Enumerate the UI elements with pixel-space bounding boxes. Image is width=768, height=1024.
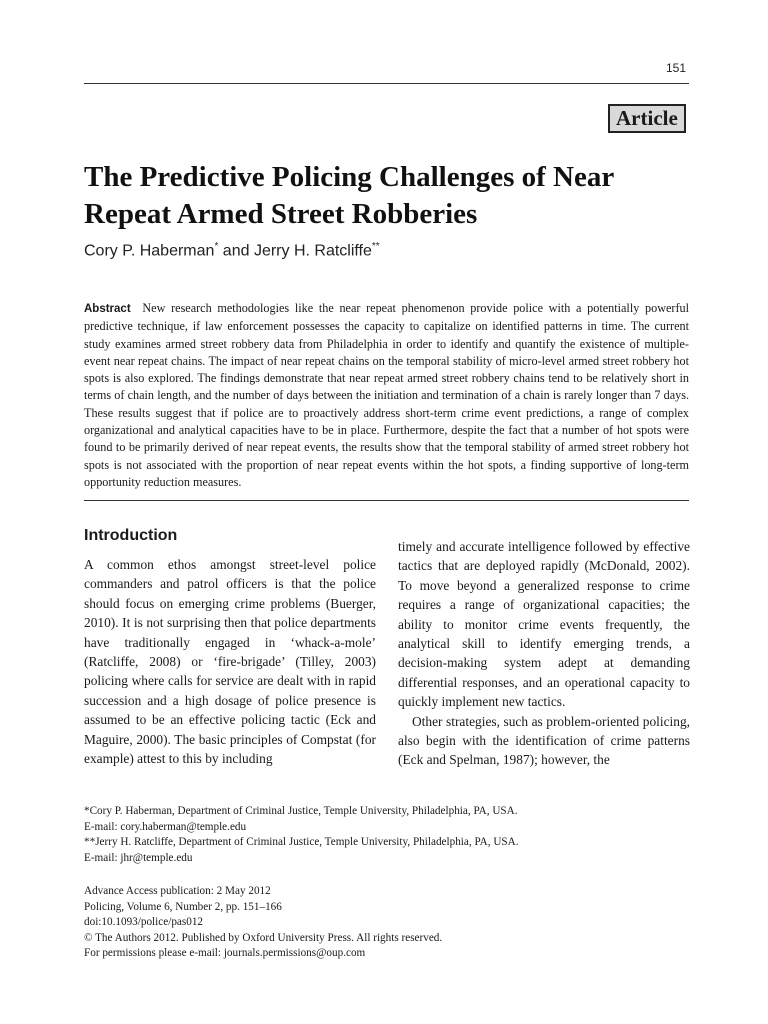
introduction-paragraph-1-continued: timely and accurate intelligence followed by effective tactics that are deployed rapidly (McDonald, 2002). To move beyond a generalized response to crime requires a range of organizational capacities; the ability to monitor crime events frequently, the analytical skill to identify emerging trends, a decision-making system adept at demanding differential responses, and an operational capacity to quickly implement new tactics. — [398, 539, 690, 710]
author-1-name: Cory P. Haberman — [84, 242, 215, 260]
introduction-heading: Introduction — [84, 527, 178, 544]
introduction-paragraph-1: A common ethos amongst street-level police commanders and patrol officers is that the police should focus on emerging crime problems (Buerger, 2010). It is not surprising then that police departments have traditionally engaged in ‘whack-a-mole’ (Ratcliffe, 2008) or ‘fire-brigade’ (Tilley, 2003) policing where calls for service are dealt with in rapid succession and a high dosage of police presence is assumed to be an effective policing tactic (Eck and Maguire, 2000). The basic principles of Compstat (for example) attest to this by including — [84, 557, 376, 767]
page-number: 151 — [665, 61, 686, 75]
permissions: For permissions please e-mail: journals.permissions@oup.com — [84, 947, 366, 959]
journal-citation: Policing, Volume 6, Number 2, pp. 151–166 — [84, 900, 282, 913]
section-rule — [84, 500, 689, 501]
copyright: © The Authors 2012. Published by Oxford University Press. All rights reserved. — [84, 931, 443, 944]
abstract — [84, 300, 689, 491]
author-1-mark: * — [214, 241, 219, 252]
abstract-label: Abstract — [84, 303, 131, 315]
footnote-author-1: *Cory P. Haberman, Department of Criminal Justice, Temple University, Philadelphia, PA, USA. — [84, 805, 518, 817]
footnote-author-1-email: E-mail: cory.haberman@temple.edu — [84, 820, 247, 833]
author-joiner: and — [218, 242, 254, 260]
paper-title: The Predictive Policing Challenges of Near Repeat Armed Street Robberies — [84, 161, 614, 230]
advance-access-date: Advance Access publication: 2 May 2012 — [84, 885, 271, 897]
author-line — [84, 241, 380, 260]
author-2-name: Jerry H. Ratcliffe — [253, 242, 372, 260]
article-type-badge — [608, 104, 686, 133]
author-2-mark: ** — [371, 241, 380, 252]
right-column — [398, 537, 690, 770]
author-footnotes — [84, 804, 689, 866]
left-column — [84, 526, 376, 768]
article-type-label: Article — [616, 106, 678, 130]
header-rule — [84, 83, 689, 84]
footnote-author-2-email: E-mail: jhr@temple.edu — [84, 851, 193, 864]
doi: doi:10.1093/police/pas012 — [84, 916, 204, 928]
publication-info — [84, 884, 689, 962]
abstract-text: New research methodologies like the near repeat phenomenon provide police with a potentially powerful predictive technique, if law enforcement possesses the capacity to capitalize on identified patterns in time. The current study examines armed street robbery data from Philadelphia in order to identify and quantify the existence of multiple-event near repeat chains. The impact of near repeat chains on the temporal stability of micro-level armed street robbery hot spots is also explored. The findings demonstrate that near repeat armed street robbery chains tend to be relatively short in terms of chain length, and the number of days between the initiation and termination of a chain is rarely longer than 7 days. These results suggest that if police are to proactively address short-term crime event predictions, a range of complex organizational and analytical capacities have to be in place. Furthermore, despite the fact that a number of hot spots were found to be primarily derived of near repeat events, the results show that the temporal stability of armed street robbery hot spots is not associated with the proportion of near repeat events within the hot spots, a finding supportive of long-term opportunity reduction measures. — [84, 301, 689, 489]
introduction-paragraph-2: Other strategies, such as problem-oriented policing, also begin with the identification of crime patterns (Eck and Spelman, 1987); however, the — [398, 713, 690, 768]
footnote-author-2: **Jerry H. Ratcliffe, Department of Criminal Justice, Temple University, Philadelphia, PA, USA. — [84, 836, 519, 848]
